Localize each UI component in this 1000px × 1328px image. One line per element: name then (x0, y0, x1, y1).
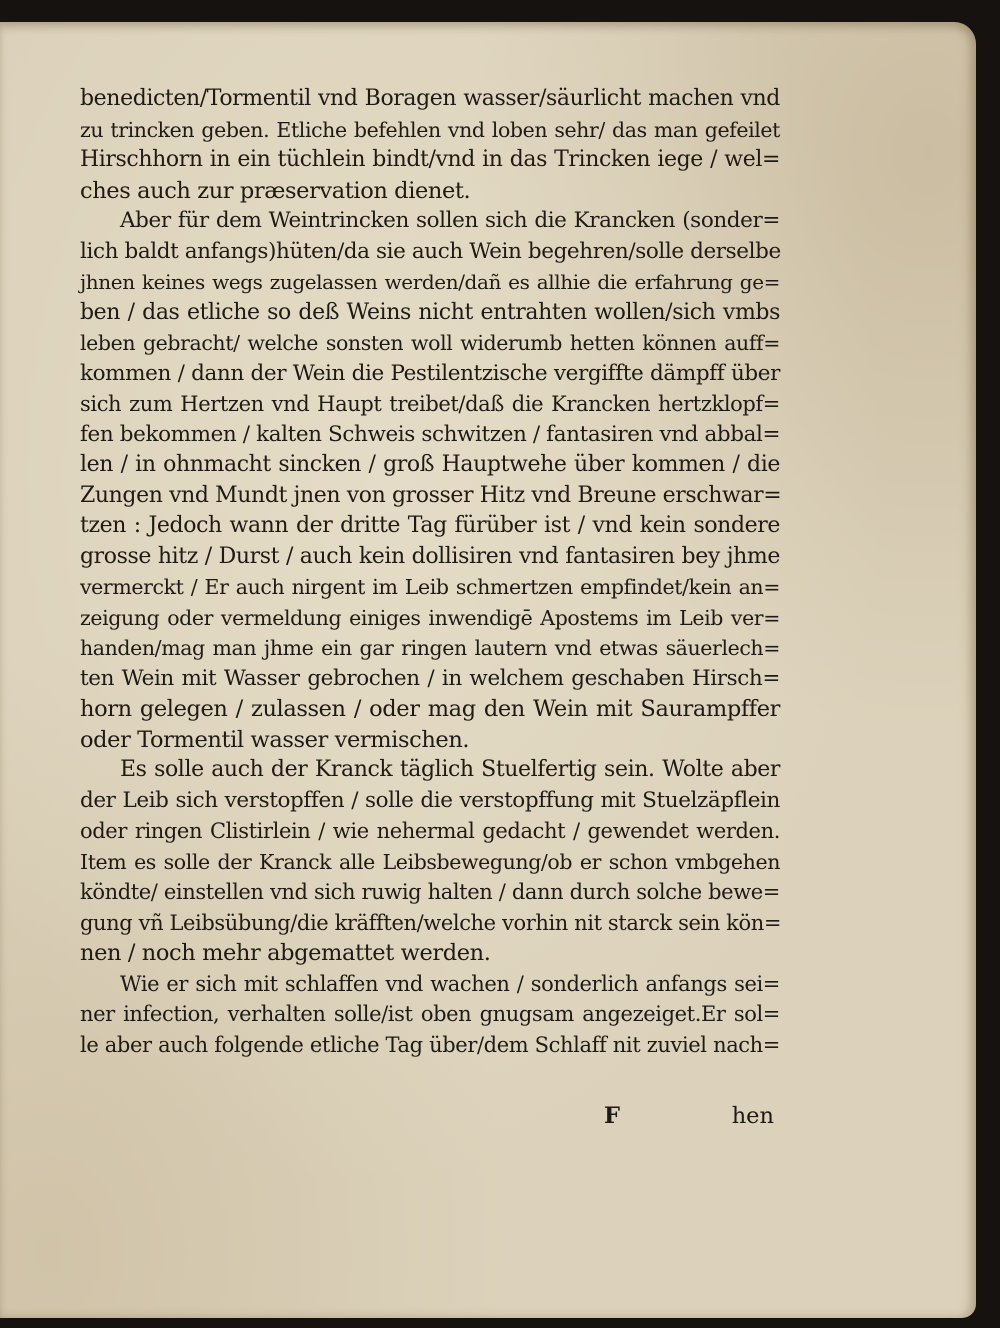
text-line: lich baldt anfangs)hüten/da sie auch Wein begehren/solle derselbe (80, 238, 781, 264)
text-line: ches auch zur præservation dienet. (80, 177, 471, 204)
catchword: hen (731, 1103, 774, 1129)
text-line: Es solle auch der Kranck täglich Stuelfertig sein. Wolte aber (120, 757, 780, 782)
text-line: handen/mag man jhme ein gar ringen lautern vnd etwas säuerlech= (80, 636, 780, 660)
signature-mark: F (604, 1103, 620, 1129)
text-line: gung vñ Leibsübung/die kräfften/welche vorhin nit starck sein kön= (80, 910, 782, 935)
text-line: vermerckt / Er auch nirgent im Leib schmertzen empfindet/kein an= (80, 575, 780, 599)
text-line: len / in ohnmacht sincken / groß Hauptwehe über kommen / die (80, 452, 780, 477)
text-line: Aber für dem Weintrincken sollen sich die Krancken (sonder= (120, 208, 780, 233)
text-line: jhnen keines wegs zugelassen werden/dañ es allhie die erfahrung ge= (80, 270, 780, 294)
text-line: benedicten/Tormentil vnd Boragen wasser/säurlicht machen vnd (80, 86, 780, 111)
text-line: zeigung oder vermeldung einiges inwendigē Apostems im Leib ver= (80, 605, 780, 630)
text-line: fen bekommen / kalten Schweis schwitzen / fantasiren vnd abbal= (80, 421, 781, 447)
text-line: kommen / dann der Wein die Pestilentzische vergiffte dämpff über (80, 360, 780, 386)
page-text (80, 84, 780, 1060)
text-line: oder ringen Clistirlein / wie nehermal gedacht / gewendet werden. (80, 819, 780, 843)
book-page (0, 22, 976, 1318)
text-line: zu trincken geben. Etliche befehlen vnd loben sehr/ das man gefeilet (80, 117, 780, 142)
text-line: grosse hitz / Durst / auch kein dollisiren vnd fantasiren bey jhme (80, 543, 780, 569)
text-line: der Leib sich verstopffen / solle die verstopffung mit Stuelzäpflein (80, 787, 780, 813)
text-line: oder Tormentil wasser vermischen. (80, 726, 470, 753)
text-line: nen / noch mehr abgemattet werden. (80, 940, 491, 966)
text-line: ner infection, verhalten solle/ist oben gnugsam angezeiget.Er sol= (80, 1002, 780, 1026)
text-line: Wie er sich mit schlaffen vnd wachen / sonderlich anfangs sei= (120, 971, 780, 996)
text-line: sich zum Hertzen vnd Haupt treibet/daß die Krancken hertzklopf= (80, 392, 780, 416)
text-line: le aber auch folgende etliche Tag über/dem Schlaff nit zuviel nach= (80, 1032, 780, 1057)
page-footer (80, 1103, 780, 1137)
text-line: ten Wein mit Wasser gebrochen / in welchem geschaben Hirsch= (80, 665, 780, 691)
text-line: ben / das etliche so deß Weins nicht entrahten wollen/sich vmbs (80, 299, 780, 325)
text-line: leben gebracht/ welche sonsten woll widerumb hetten können auff= (80, 331, 780, 355)
text-line: horn gelegen / zulassen / oder mag den Wein mit Saurampffer (80, 696, 780, 722)
text-line: Zungen vnd Mundt jnen von grosser Hitz vnd Breune erschwar= (80, 482, 782, 508)
text-line: Item es solle der Kranck alle Leibsbewegung/ob er schon vmbgehen (80, 849, 780, 874)
text-line: tzen : Jedoch wann der dritte Tag fürüber ist / vnd kein sondere (80, 513, 780, 538)
text-line: Hirschhorn in ein tüchlein bindt/vnd in das Trincken iege / wel= (80, 147, 780, 172)
text-line: köndte/ einstellen vnd sich ruwig halten / dann durch solche bewe= (80, 880, 780, 904)
